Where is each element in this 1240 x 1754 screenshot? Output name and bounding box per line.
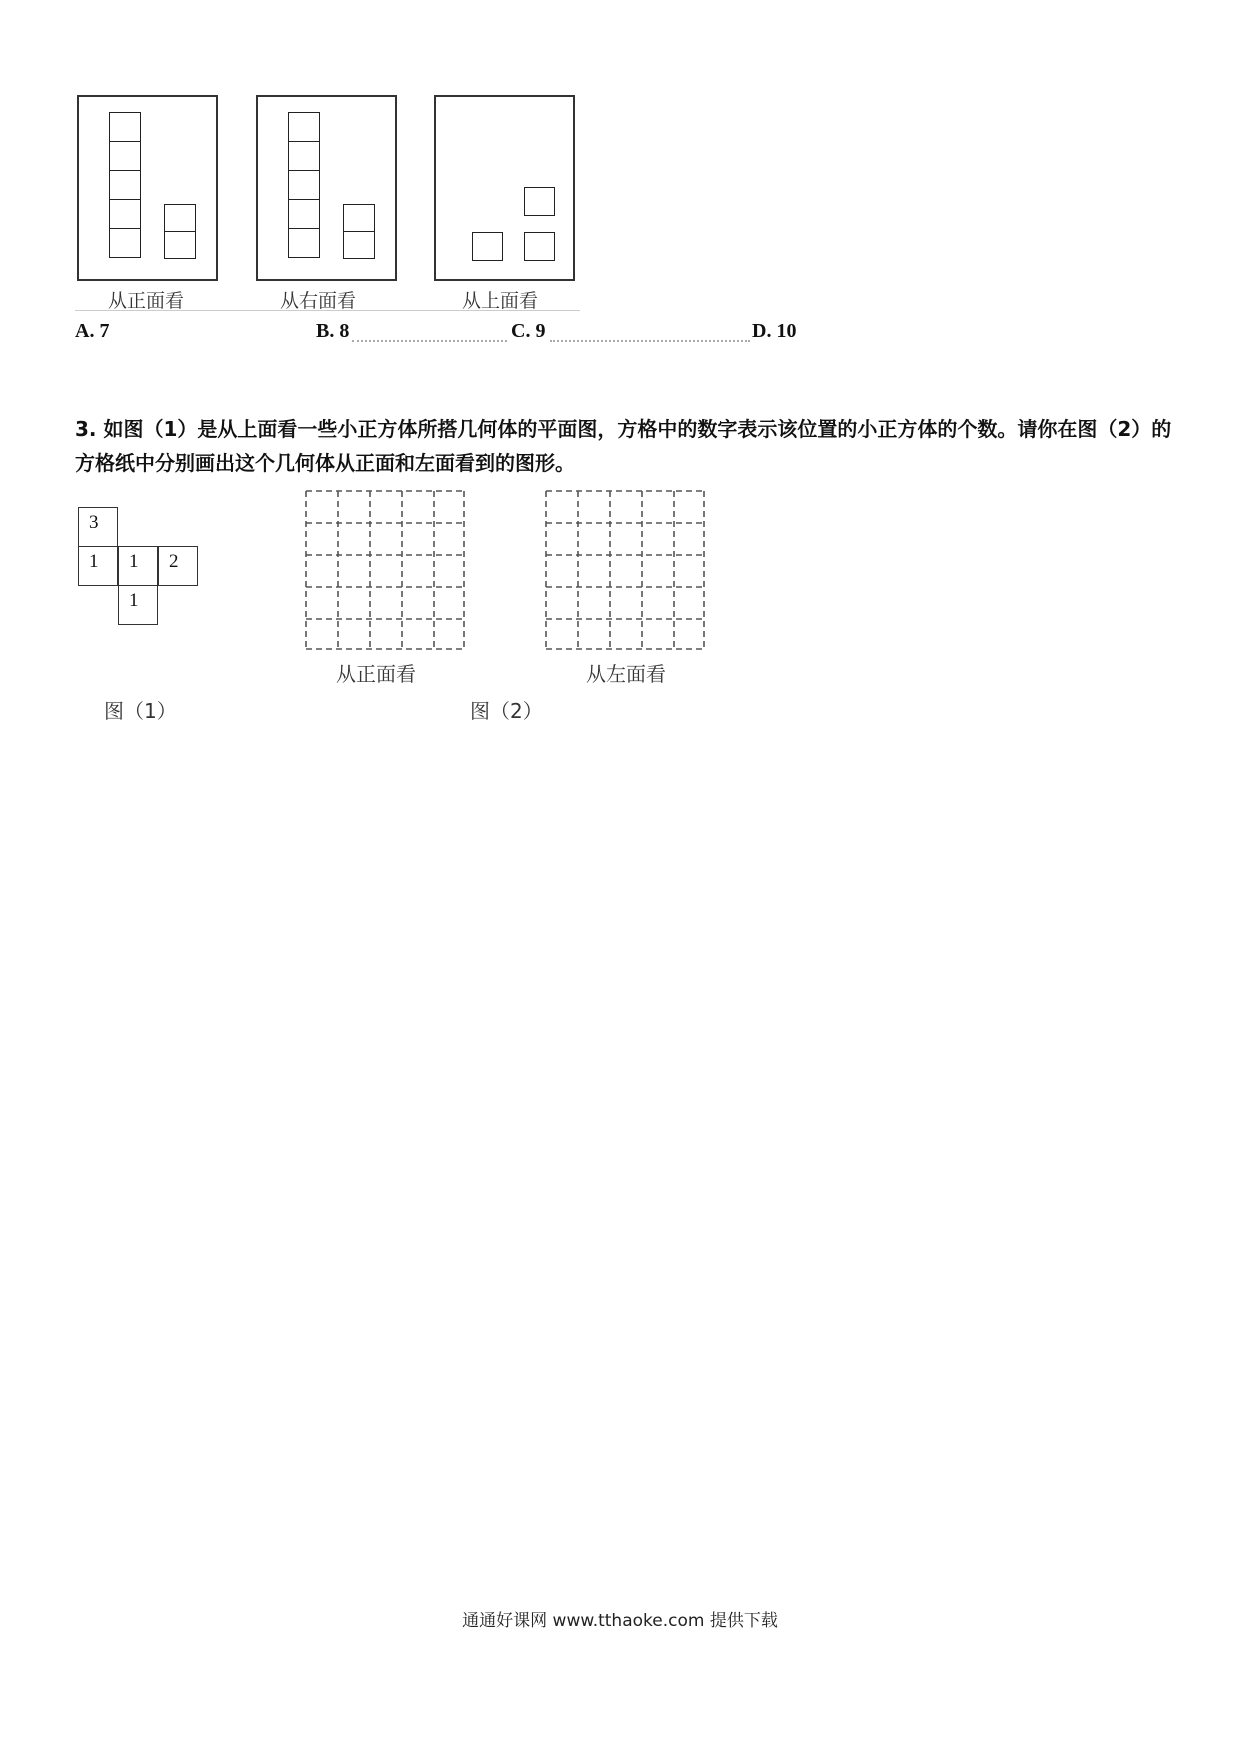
- top-view-caption: 从上面看: [462, 290, 539, 312]
- cube: [288, 170, 320, 200]
- cube: [109, 199, 141, 229]
- front-view-grid[interactable]: [305, 490, 465, 650]
- figure-2-label: 图（2）: [470, 699, 543, 723]
- cube: [288, 112, 320, 142]
- left-grid-caption: 从左面看: [586, 662, 666, 686]
- cube: [288, 141, 320, 171]
- front-view-caption: 从正面看: [108, 290, 185, 312]
- cube: [524, 187, 555, 216]
- cube: [524, 232, 555, 261]
- left-view-grid[interactable]: [545, 490, 705, 650]
- top-view-cell: 1: [118, 585, 158, 625]
- cube: [343, 231, 375, 259]
- front-view-box: [77, 95, 218, 281]
- cube: [288, 199, 320, 229]
- option-c: C. 9: [511, 320, 546, 342]
- cube: [288, 228, 320, 258]
- dotted-leader: [550, 340, 750, 342]
- top-view-cell: 3: [78, 507, 118, 547]
- question-3-text: 3. 如图（1）是从上面看一些小正方体所搭几何体的平面图，方格中的数字表示该位置的小正方体的个数。请你在图（2）的方格纸中分别画出这个几何体从正面和左面看到的图形。: [75, 417, 1172, 475]
- option-b: B. 8: [316, 320, 350, 342]
- cube: [343, 204, 375, 232]
- top-view-cell: 1: [118, 546, 158, 586]
- cube: [472, 232, 503, 261]
- dotted-leader: [352, 340, 507, 342]
- option-d: D. 10: [752, 320, 797, 342]
- top-view-cell: 1: [78, 546, 118, 586]
- caption-divider: [75, 310, 580, 311]
- right-view-caption: 从右面看: [280, 290, 357, 312]
- cube: [109, 112, 141, 142]
- figure-1-label: 图（1）: [104, 699, 177, 723]
- front-grid-caption: 从正面看: [336, 662, 416, 686]
- cube: [109, 170, 141, 200]
- cube: [164, 204, 196, 232]
- cube: [164, 231, 196, 259]
- top-view-box: [434, 95, 575, 281]
- cube: [109, 228, 141, 258]
- cube: [109, 141, 141, 171]
- right-view-box: [256, 95, 397, 281]
- footer-source: 通通好课网 www.tthaoke.com 提供下载: [462, 1611, 778, 1631]
- option-a: A. 7: [75, 320, 110, 342]
- top-view-cell: 2: [158, 546, 198, 586]
